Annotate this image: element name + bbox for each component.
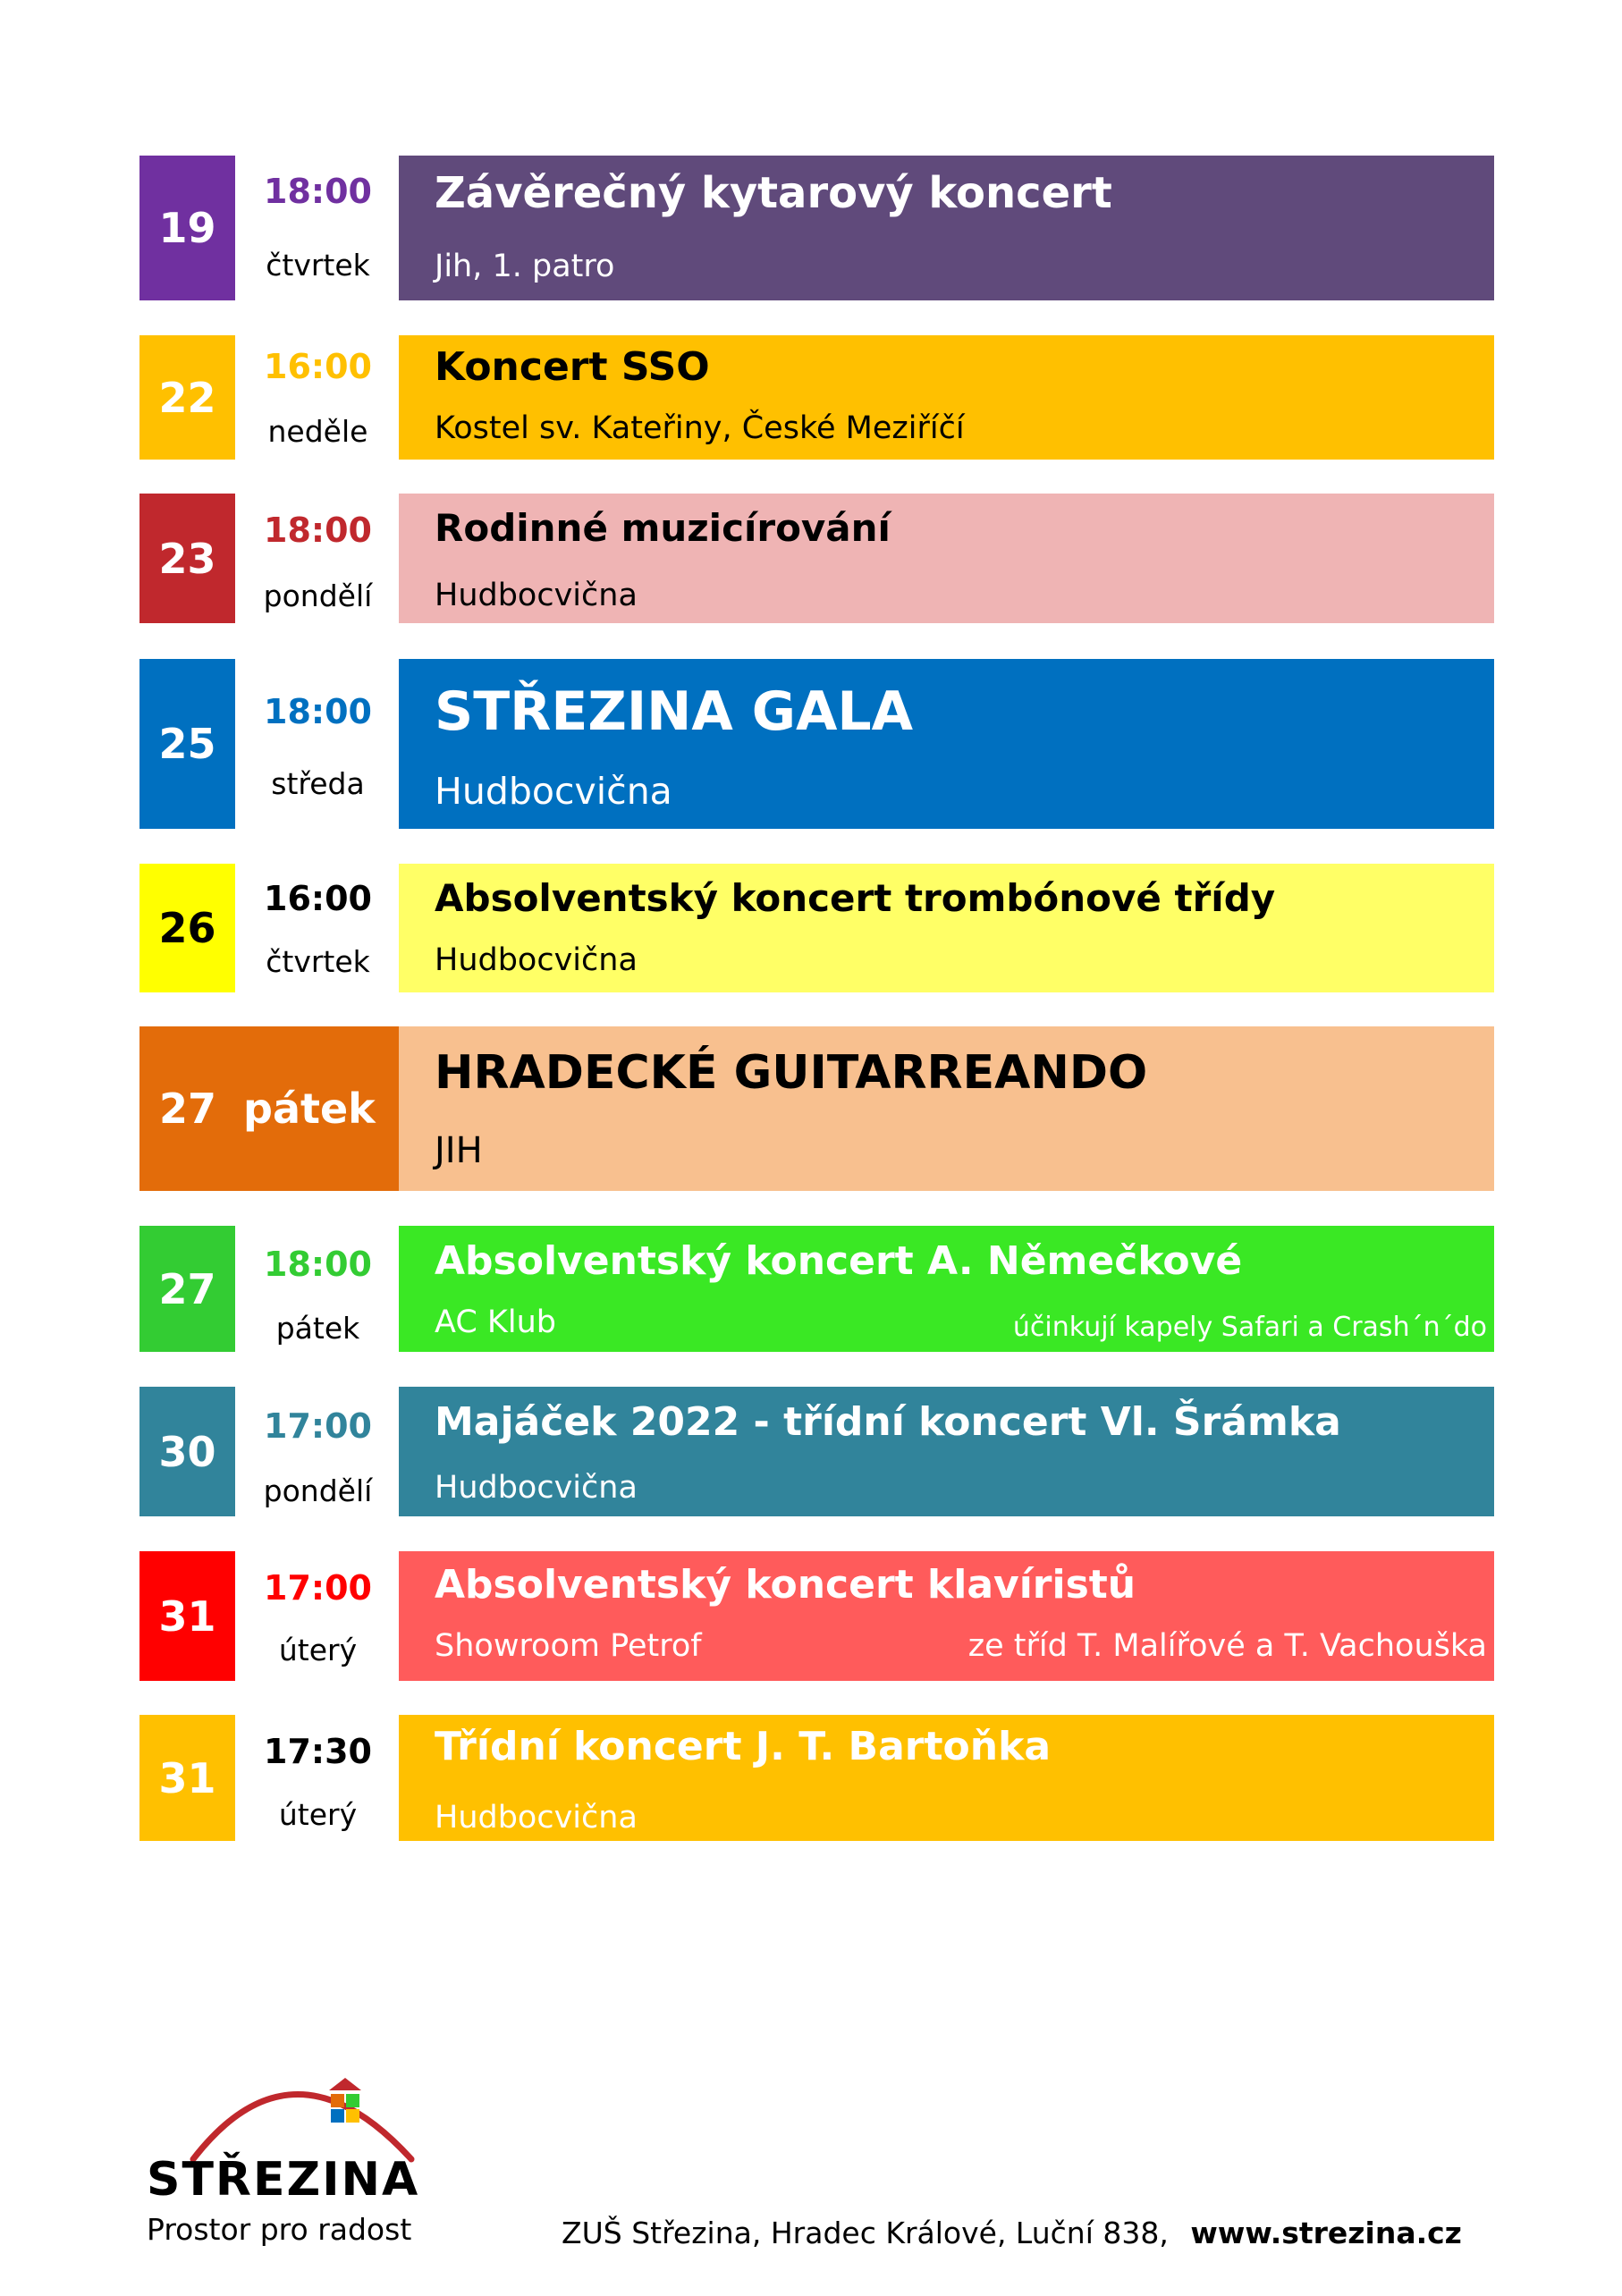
event-time: 17:30 <box>264 1732 372 1771</box>
event-time: 16:00 <box>264 347 372 386</box>
event-time: 18:00 <box>264 692 372 731</box>
event-day: čtvrtek <box>266 944 370 979</box>
event-note: ze tříd T. Malířové a T. Vachouška <box>967 1628 1487 1664</box>
date-badge: 31 <box>139 1715 235 1841</box>
event-title: Majáček 2022 - třídní koncert Vl. Šrámka <box>435 1399 1341 1445</box>
event-venue: JIH <box>435 1130 483 1171</box>
footer-website[interactable]: www.strezina.cz <box>1190 2216 1462 2250</box>
event-bar <box>399 494 1494 623</box>
event-title: Absolventský koncert klavíristů <box>435 1562 1136 1608</box>
event-bar <box>399 1226 1494 1352</box>
event-title: HRADECKÉ GUITARREANDO <box>435 1046 1148 1100</box>
event-venue: Hudbocvična <box>435 1800 638 1836</box>
event-venue: AC Klub <box>435 1304 556 1340</box>
date-badge: 27 <box>139 1226 235 1352</box>
event-day: pondělí <box>263 578 373 613</box>
event-title: Rodinné muzicírování <box>435 506 891 550</box>
event-date: 27 <box>159 1085 217 1133</box>
logo-tagline: Prostor pro radost <box>147 2212 412 2247</box>
event-bar <box>399 659 1494 829</box>
date-badge: 31 <box>139 1551 235 1681</box>
event-time: 18:00 <box>264 172 372 211</box>
event-time: 17:00 <box>264 1568 372 1608</box>
event-venue: Hudbocvična <box>435 942 638 978</box>
date-badge: 23 <box>139 494 235 623</box>
footer-address: ZUŠ Střezina, Hradec Králové, Luční 838, <box>562 2216 1169 2250</box>
event-venue: Hudbocvična <box>435 1470 638 1506</box>
date-badge: 19 <box>139 156 235 300</box>
event-bar <box>399 864 1494 992</box>
date-badge: 22 <box>139 335 235 460</box>
event-bar <box>399 1026 1494 1191</box>
event-day: pátek <box>243 1085 376 1133</box>
date-badge: 30 <box>139 1387 235 1516</box>
event-bar <box>399 335 1494 460</box>
event-title: Závěrečný kytarový koncert <box>435 168 1112 218</box>
event-note: účinkují kapely Safari a Crash´n´do <box>1012 1312 1487 1343</box>
event-venue: Showroom Petrof <box>435 1628 702 1664</box>
event-time: 18:00 <box>264 1245 372 1284</box>
event-day: středa <box>271 766 365 801</box>
date-badge: 26 <box>139 864 235 992</box>
event-day: pátek <box>275 1311 360 1346</box>
event-title: Třídní koncert J. T. Bartoňka <box>435 1724 1052 1769</box>
event-day: čtvrtek <box>266 248 370 283</box>
event-venue: Hudbocvična <box>435 770 672 813</box>
event-time: 17:00 <box>264 1406 372 1446</box>
event-title: Koncert SSO <box>435 344 710 390</box>
event-time: 16:00 <box>264 879 372 918</box>
event-time: 18:00 <box>264 511 372 550</box>
event-bar <box>399 1551 1494 1681</box>
event-day: úterý <box>278 1797 358 1832</box>
event-bar <box>399 1387 1494 1516</box>
event-day: úterý <box>278 1633 358 1667</box>
event-title: STŘEZINA GALA <box>435 680 914 743</box>
event-venue: Hudbocvična <box>435 578 638 613</box>
event-venue: Kostel sv. Kateřiny, České Meziříčí <box>435 410 965 446</box>
logo <box>141 2047 445 2253</box>
event-bar <box>399 1715 1494 1841</box>
date-badge: 25 <box>139 659 235 829</box>
event-day: neděle <box>267 414 368 449</box>
event-title: Absolventský koncert A. Němečkové <box>435 1238 1243 1284</box>
event-venue: Jih, 1. patro <box>435 249 615 284</box>
event-title: Absolventský koncert trombónové třídy <box>435 876 1276 920</box>
logo-name: STŘEZINA <box>147 2153 420 2207</box>
logo-arch-icon <box>141 2047 445 2164</box>
date-badge <box>139 1026 399 1191</box>
footer-address-line <box>562 2216 1462 2250</box>
event-bar <box>399 156 1494 300</box>
event-day: pondělí <box>263 1473 373 1508</box>
